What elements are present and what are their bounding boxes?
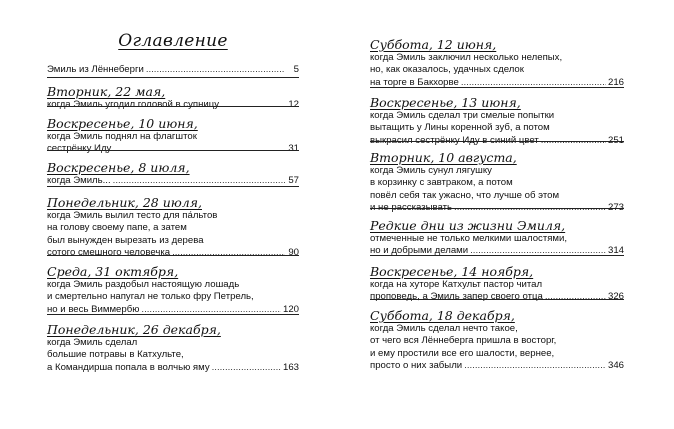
toc-divider <box>47 314 299 315</box>
toc-leader-dots <box>212 362 281 374</box>
toc-entry <box>370 264 624 304</box>
toc-entry <box>47 195 299 260</box>
toc-page-number: 12 <box>288 99 299 110</box>
toc-entry-line: когда Эмиль сделал нечто такое, <box>370 323 518 334</box>
toc-entry-text: на торге в Бакхорве <box>370 76 459 88</box>
toc-leader-dots <box>464 360 606 372</box>
toc-entry-heading <box>370 308 624 323</box>
toc-entry-text: но и весь Виммербю <box>47 303 140 315</box>
toc-entry-last-line <box>47 362 299 374</box>
toc-entry <box>370 95 624 147</box>
toc-entry-line: когда Эмиль сделал три смелые попытки <box>370 110 555 121</box>
toc-entry-heading <box>47 322 299 337</box>
toc-entry-line: когда Эмиль сунул лягушку <box>370 165 492 176</box>
toc-divider <box>370 299 624 300</box>
toc-entry-line: на голову своему папе, а затем <box>47 222 187 234</box>
toc-entry-heading <box>370 264 624 279</box>
toc-leader-dots <box>172 247 285 259</box>
toc-page-number: 273 <box>607 202 624 214</box>
toc-divider <box>47 150 299 151</box>
toc-entry-text: сестрёнку Иду <box>47 143 112 155</box>
toc-entry-line: когда Эмиль вылил тесто для па́льтов <box>47 210 218 221</box>
toc-page-number: 31 <box>288 143 299 155</box>
toc-entry-text: когда Эмиль угодил головой в супницу <box>47 99 220 110</box>
toc-entry-line: но, как оказалось, удачных сделок <box>370 64 524 76</box>
toc-entry-heading-text: Суббота, 12 июня, <box>370 37 497 52</box>
toc-entry-heading <box>370 37 624 52</box>
toc-entry-text: когда Эмиль... <box>47 175 111 186</box>
toc-entry-text: но и добрыми делами <box>370 245 469 257</box>
toc-divider <box>370 87 624 88</box>
toc-entry-heading <box>47 264 299 279</box>
toc-entry-heading-text: Воскресенье, 13 июня, <box>370 95 521 110</box>
toc-entry-heading <box>370 218 624 233</box>
toc-leader-dots <box>146 64 285 76</box>
toc-entry-line: и ему простили все его шалости, вернее, <box>370 347 555 359</box>
toc-entry-text: Эмиль из Лённеберги <box>47 64 144 75</box>
toc-divider <box>47 106 299 107</box>
toc-entry <box>47 160 299 187</box>
toc-entry-text: выкрасил сестрёнку Иду в синий цвет <box>370 134 539 146</box>
toc-entry-heading-text: Вторник, 22 мая, <box>47 84 166 99</box>
toc-entry <box>370 218 624 258</box>
toc-leader-dots <box>545 291 606 303</box>
toc-entry <box>370 37 624 89</box>
toc-entry-line: когда Эмиль поднял на флагшток <box>47 131 197 142</box>
toc-entry-line: вытащить у Лины коренной зуб, а потом <box>370 122 550 134</box>
toc-page-number: 163 <box>282 361 299 373</box>
toc-entry <box>47 322 299 374</box>
toc-divider <box>370 255 624 256</box>
toc-entry-line: когда на хуторе Катхульт пастор читал <box>370 279 543 290</box>
toc-entry <box>47 84 299 111</box>
toc-page-number: 251 <box>607 134 624 146</box>
toc-entry-heading <box>370 95 624 110</box>
toc-entry-line: большие потравы в Катхульте, <box>47 349 184 361</box>
toc-page-number: 5 <box>293 64 299 75</box>
toc-entry-text: проповедь, а Эмиль запер своего отца <box>370 291 543 303</box>
toc-entry-heading <box>370 150 624 165</box>
toc-page-number: 314 <box>607 245 624 257</box>
toc-divider <box>47 77 299 78</box>
toc-entry-heading-text: Воскресенье, 8 июля, <box>47 160 190 175</box>
toc-entry-heading-text: Понедельник, 26 декабря, <box>47 322 221 337</box>
toc-entry-heading <box>47 116 299 131</box>
toc-page-number: 216 <box>607 76 624 88</box>
toc-entry-line: когда Эмиль раздобыл настоящую лошадь <box>47 279 240 290</box>
toc-entry-heading <box>47 84 299 99</box>
toc-divider <box>370 141 624 142</box>
toc-entry-last-line <box>47 247 299 259</box>
toc-entry-line: отмеченные не только мелкими шалостями, <box>370 233 568 244</box>
toc-page-number: 90 <box>288 247 299 259</box>
toc-entry-line: и смертельно напугал не только фру Петрель, <box>47 291 254 303</box>
toc-entry <box>47 64 299 76</box>
toc-entry-heading-text: Вторник, 10 августа, <box>370 150 517 165</box>
toc-entry <box>370 150 624 215</box>
toc-entry-heading <box>47 160 299 175</box>
toc-divider <box>370 208 624 209</box>
toc-entry-heading-text: Воскресенье, 10 июня, <box>47 116 198 131</box>
toc-entry-heading-text: Редкие дни из жизни Эмиля, <box>370 218 566 233</box>
toc-entry-text: и не рассказывать <box>370 202 453 214</box>
toc-entry-line: повёл себя так ужасно, что лучше об этом <box>370 189 560 201</box>
toc-entry-heading-text: Понедельник, 28 июля, <box>47 195 202 210</box>
toc-entry-heading-text: Суббота, 18 декабря, <box>370 308 515 323</box>
toc-entry-last-line <box>47 64 299 76</box>
toc-entry <box>370 308 624 373</box>
toc-entry-heading-text: Воскресенье, 14 ноября, <box>370 264 534 279</box>
toc-entry-line: в корзинку с завтраком, а потом <box>370 177 513 189</box>
toc-entry-text: сотого смешного человечка <box>47 247 171 259</box>
page-title: Оглавление <box>118 31 228 51</box>
toc-entry-text: а Командирша попала в волчью яму <box>47 361 210 373</box>
toc-page-number: 346 <box>607 360 624 372</box>
toc-entry-line: от чего вся Лённеберга пришла в восторг, <box>370 335 557 347</box>
toc-entry-last-line <box>370 360 624 372</box>
toc-entry-text: просто о них забыли <box>370 360 463 372</box>
toc-entry-line: когда Эмиль сделал <box>47 337 138 348</box>
toc-entry-heading <box>47 195 299 210</box>
toc-page-number: 120 <box>282 303 299 315</box>
toc-entry-last-line <box>370 291 624 303</box>
toc-page-number: 57 <box>288 175 299 186</box>
toc-entry-line: когда Эмиль заключил несколько нелепых, <box>370 52 563 63</box>
toc-entry-line: был вынужден вырезать из дерева <box>47 234 204 246</box>
toc-divider <box>47 255 299 256</box>
toc-entry-heading-text: Среда, 31 октября, <box>47 264 179 279</box>
toc-page-number: 326 <box>607 291 624 303</box>
toc-divider <box>47 186 299 187</box>
toc-entry <box>47 264 299 316</box>
